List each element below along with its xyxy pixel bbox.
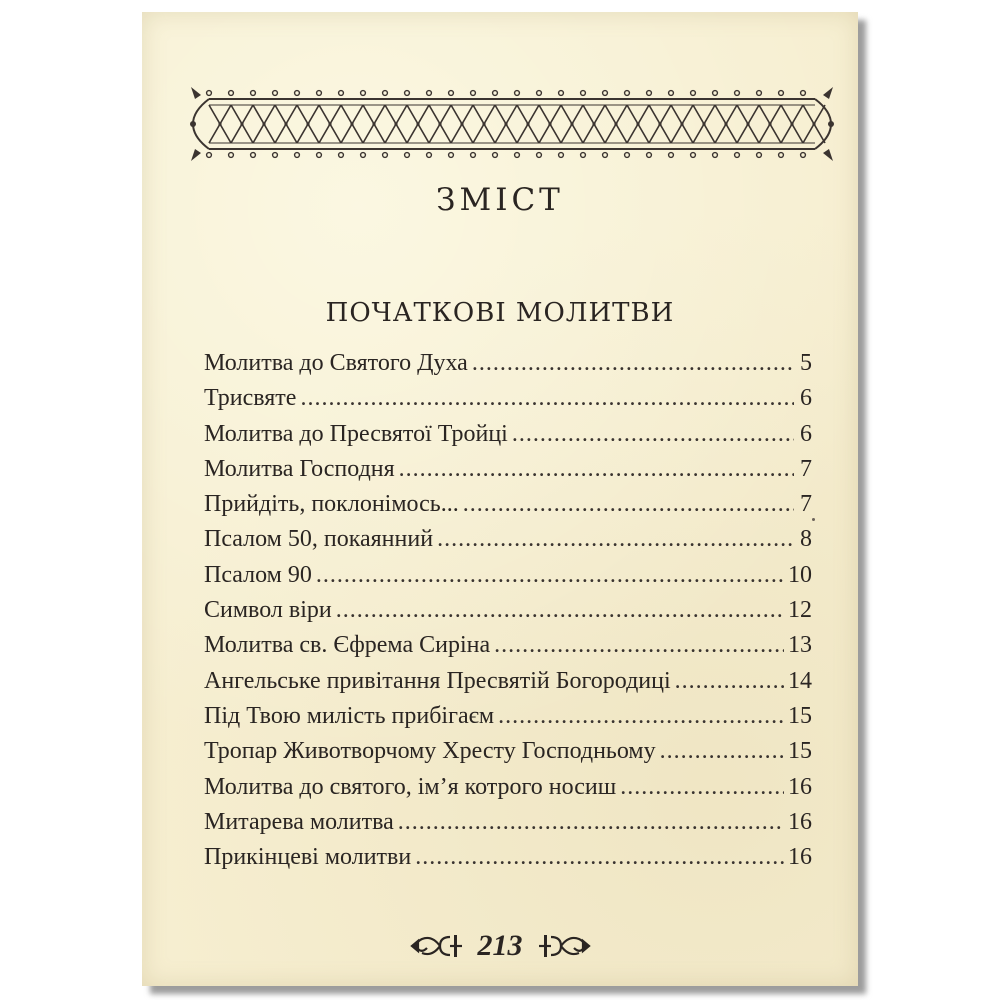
toc-entry-page: 16 <box>788 844 812 871</box>
toc-dot-leader <box>399 456 794 483</box>
book-page <box>142 12 858 986</box>
toc-entry-title: Трисвяте <box>204 385 297 412</box>
toc-entry <box>204 350 812 385</box>
toc-dot-leader <box>316 562 784 589</box>
toc-entry <box>204 526 812 561</box>
section-title: ПОЧАТКОВІ МОЛИТВИ <box>325 298 675 328</box>
toc-entry-page: 8 <box>800 526 812 553</box>
toc-entry-title: Під Твою милість прибігаєм <box>204 702 495 729</box>
toc-entry-page: 14 <box>788 667 812 694</box>
toc-entry-title: Псалом 50, покаянний <box>204 526 434 553</box>
toc-dot-leader <box>336 597 784 624</box>
toc-entry <box>204 456 812 491</box>
toc-entry <box>204 632 812 667</box>
toc-entry-title: Молитва св. Єфрема Сиріна <box>204 632 491 659</box>
toc-entry <box>204 597 812 632</box>
toc-dot-leader <box>512 421 794 448</box>
toc-entry-page: 16 <box>788 773 812 800</box>
toc-entry-page: 13 <box>788 632 812 659</box>
print-speck <box>812 518 815 521</box>
toc-entry <box>204 774 812 809</box>
toc-entry-page: 6 <box>800 420 812 447</box>
toc-entry-page: 15 <box>788 702 812 729</box>
page-footer <box>142 924 858 968</box>
toc-dot-leader <box>660 738 784 765</box>
toc-entry-page: 15 <box>788 738 812 765</box>
scroll-ornament-right-icon <box>537 931 591 961</box>
toc-dot-leader <box>472 350 794 377</box>
toc-entry-title: Молитва до Святого Духа <box>204 350 468 376</box>
toc-entry-title: Символ віри <box>204 597 332 624</box>
toc-entry-page: 7 <box>800 455 812 482</box>
toc-entry <box>204 844 812 879</box>
page-number: 213 <box>477 929 523 962</box>
toc-entry-title: Тропар Животворчому Хресту Господньому <box>204 738 656 765</box>
toc-dot-leader <box>398 809 784 836</box>
toc-entry <box>204 385 812 420</box>
toc-dot-leader <box>498 703 784 730</box>
toc-entry <box>204 809 812 844</box>
toc-entry <box>204 703 812 738</box>
toc-entry <box>204 738 812 773</box>
scroll-ornament-left-icon <box>410 931 464 961</box>
toc-dot-leader <box>415 844 784 871</box>
toc-entry-page: 6 <box>800 385 812 412</box>
toc-entry <box>204 562 812 597</box>
toc-entry-title: Молитва до Пресвятої Тройці <box>204 420 508 447</box>
table-of-contents <box>204 350 812 879</box>
lattice-ornament-icon <box>187 69 837 179</box>
toc-entry-title: Ангельське привітання Пресвятій Богородиці <box>204 667 671 694</box>
toc-dot-leader <box>300 385 794 412</box>
toc-dot-leader <box>463 491 794 518</box>
toc-entry-title: Прикінцеві молитви <box>204 844 412 871</box>
toc-dot-leader <box>620 774 784 801</box>
toc-entry-title: Молитва Господня <box>204 455 395 482</box>
toc-entry-title: Прийдіть, поклонімось... <box>204 491 459 518</box>
toc-entry-page: 12 <box>788 597 812 624</box>
toc-entry-page: 16 <box>788 808 812 835</box>
toc-entry <box>204 668 812 703</box>
toc-entry-page: 5 <box>800 350 812 376</box>
toc-entry-title: Митарева молитва <box>204 808 394 835</box>
page-title: ЗМІСТ <box>436 182 564 218</box>
toc-entry-page: 7 <box>800 491 812 518</box>
toc-dot-leader <box>494 632 784 659</box>
toc-entry <box>204 491 812 526</box>
toc-dot-leader <box>675 668 784 695</box>
toc-entry-page: 10 <box>788 561 812 588</box>
toc-entry-title: Псалом 90 <box>204 561 312 588</box>
toc-entry <box>204 421 812 456</box>
toc-entry-title: Молитва до святого, ім’я котрого носиш <box>204 773 617 800</box>
toc-dot-leader <box>437 526 794 553</box>
